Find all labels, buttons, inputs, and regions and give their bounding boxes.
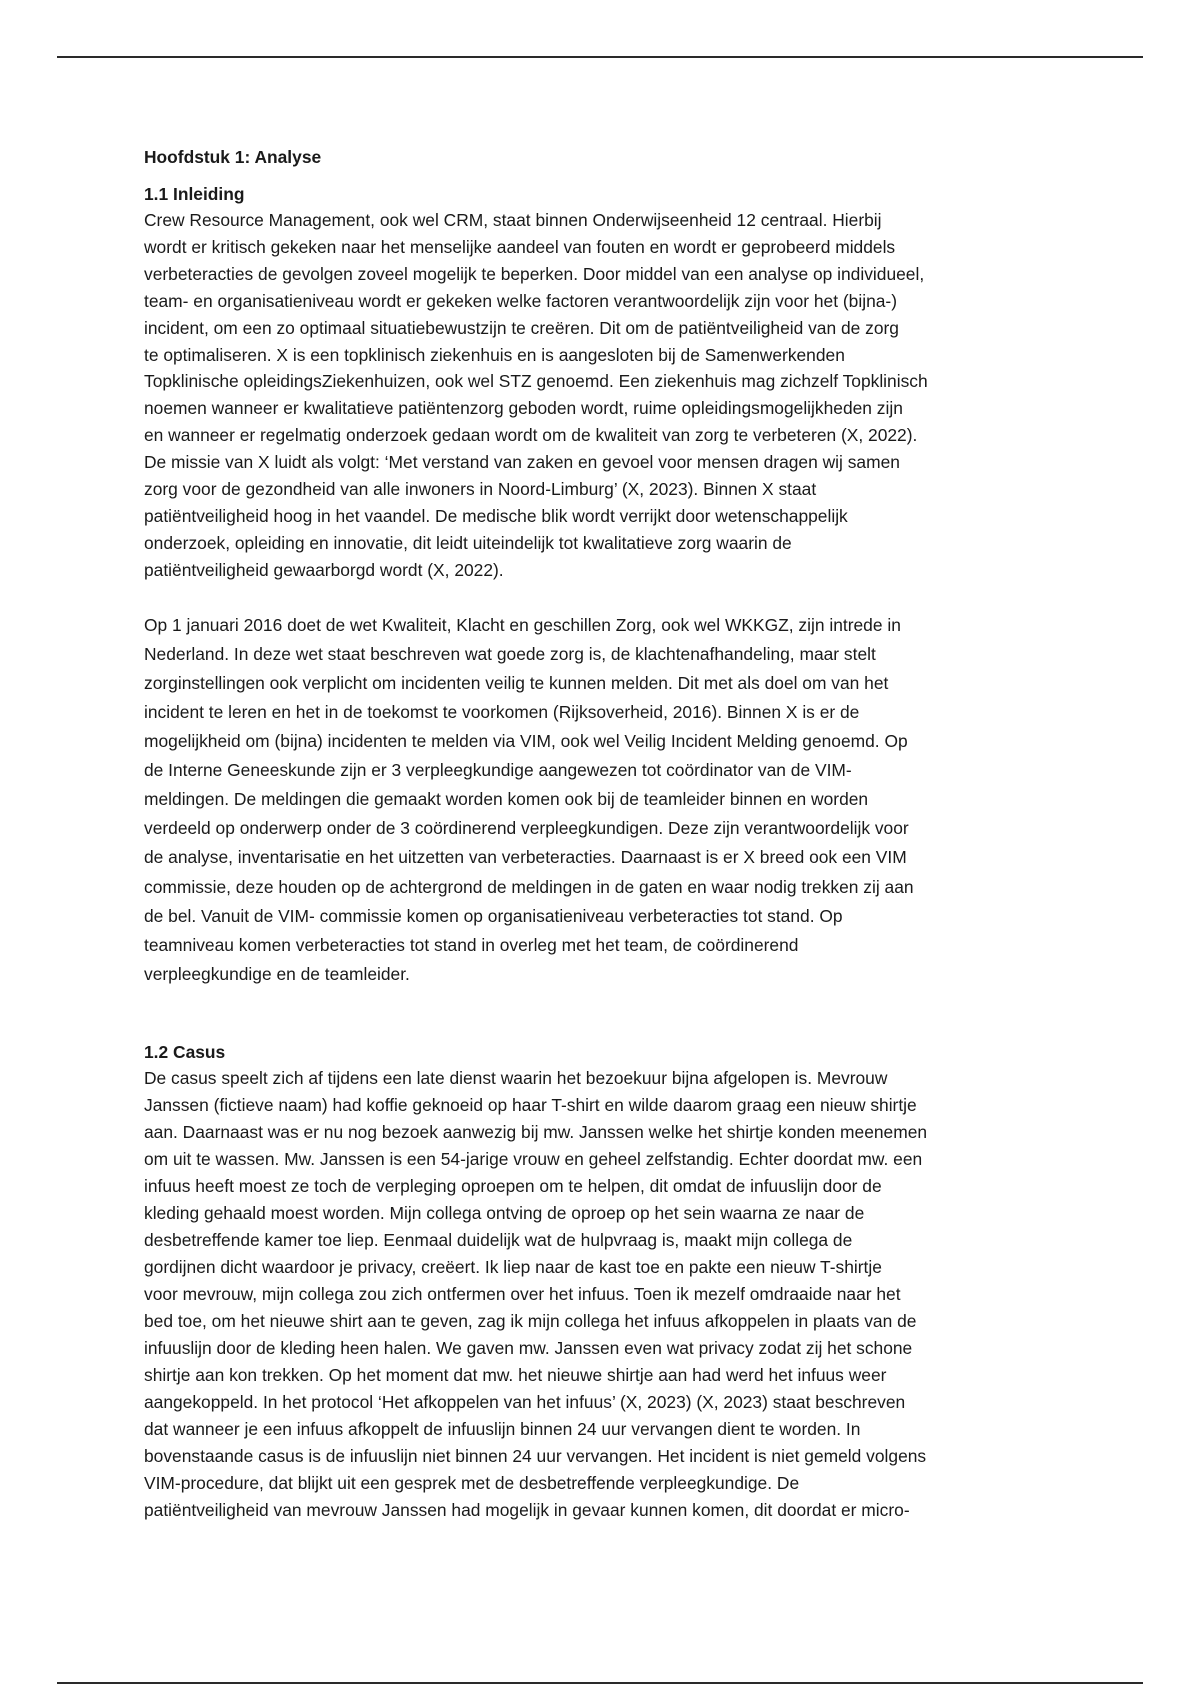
- section-heading: 1.2 Casus: [144, 1041, 226, 1062]
- footer-rule: [57, 1682, 1143, 1684]
- paragraph: Crew Resource Management, ook wel CRM, staat binnen Onderwijseenheid 12 centraal. Hierbij wordt er kritisch gekeken naar het menselijke aandeel van fouten en wordt er geprobeerd middels verbeteracties de gevolgen zoveel mogelijk te beperken. Door middel van een analyse op individueel, team- en organisatieniveau wordt er gekeken welke factoren verantwoordelijk zijn voor het (bijna-) incident, om een zo optimaal situatiebewustzijn te creëren. Dit om de patiëntveiligheid van de zorg te optimaliseren. X is een topklinisch ziekenhuis en is aangesloten bij de Samenwerkenden Topklinische opleidingsZiekenhuizen, ook wel STZ genoemd. Een ziekenhuis mag zichzelf Topklinisch noemen wanneer er kwalitatieve patiëntenzorg geboden wordt, ruime opleidingsmogelijkheden zijn en wanneer er regelmatig onderzoek gedaan wordt om de kwaliteit van zorg te verbeteren (X, 2022). De missie van X luidt als volgt: ‘Met verstand van zaken en gevoel voor mensen dragen wij samen zorg voor de gezondheid van alle inwoners in Noord-Limburg’ (X, 2023). Binnen X staat patiëntveiligheid hoog in het vaandel. De medische blik wordt verrijkt door wetenschappelijk onderzoek, opleiding en innovatie, dit leidt uiteindelijk tot kwalitatieve zorg waarin de patiëntveiligheid gewaarborgd wordt (X, 2022).: [144, 210, 928, 580]
- section-inleiding: [144, 181, 1064, 989]
- section-heading: 1.1 Inleiding: [144, 184, 245, 204]
- section-casus: [144, 1039, 1064, 1524]
- paragraph: Op 1 januari 2016 doet de wet Kwaliteit, Klacht en geschillen Zorg, ook wel WKKGZ, zijn intrede in Nederland. In deze wet staat beschreven wat goede zorg is, de klachtenafhandeling, maar stelt zorginstellingen ook verplicht om incidenten veilig te kunnen melden. Dit met als doel om van het incident te leren en het in de toekomst te voorkomen (Rijksoverheid, 2016). Binnen X is er de mogelijkheid om (bijna) incidenten te melden via VIM, ook wel Veilig Incident Melding genoemd. Op de Interne Geneeskunde zijn er 3 verpleegkundige aangewezen tot coördinator van de VIM- meldingen. De meldingen die gemaakt worden komen ook bij de teamleider binnen en worden verdeeld op onderwerp onder de 3 coördinerend verpleegkundigen. Deze zijn verantwoordelijk voor de analyse, inventarisatie en het uitzetten van verbeteracties. Daarnaast is er X breed ook een VIM commissie, deze houden op de achtergrond de meldingen in de gaten en waar nodig trekken zij aan de bel. Vanuit de VIM- commissie komen op organisatieniveau verbeteracties tot stand. Op teamniveau komen verbeteracties tot stand in overleg met het team, de coördinerend verpleegkundige en de teamleider.: [144, 614, 914, 984]
- chapter-title: Hoofdstuk 1: Analyse: [144, 147, 322, 167]
- document-body: [144, 144, 1064, 1524]
- paragraph: De casus speelt zich af tijdens een late dienst waarin het bezoekuur bijna afgelopen is. Mevrouw Janssen (fictieve naam) had koffie geknoeid op haar T-shirt en wilde daarom graag een nieuw shirtje aan. Daarnaast was er nu nog bezoek aanwezig bij mw. Janssen welke het shirtje konden meenemen om uit te wassen. Mw. Janssen is een 54-jarige vrouw en geheel zelfstandig. Echter doordat mw. een infuus heeft moest ze toch de verpleging oproepen om te helpen, dit omdat de infuuslijn door de kleding gehaald moest worden. Mijn collega ontving de oproep op het sein waarna ze naar de desbetreffende kamer toe liep. Eenmaal duidelijk wat de hulpvraag is, maakt mijn collega de gordijnen dicht waardoor je privacy, creëert. Ik liep naar de kast toe en pakte een nieuw T-shirtje voor mevrouw, mijn collega zou zich ontfermen over het infuus. Toen ik mezelf omdraaide naar het bed toe, om het nieuwe shirt aan te geven, zag ik mijn collega het infuus afkoppelen in plaats van de infuuslijn door de kleding heen halen. We gaven mw. Janssen even wat privacy zodat zij het schone shirtje aan kon trekken. Op het moment dat mw. het nieuwe shirtje aan had werd het infuus weer aangekoppeld. In het protocol ‘Het afkoppelen van het infuus’ (X, 2023) (X, 2023) staat beschreven dat wanneer je een infuus afkoppelt de infuuslijn binnen 24 uur vervangen dient te worden. In bovenstaande casus is de infuuslijn niet binnen 24 uur vervangen. Het incident is niet gemeld volgens VIM-procedure, dat blijkt uit een gesprek met de desbetreffende verpleegkundige. De patiëntveiligheid van mevrouw Janssen had mogelijk in gevaar kunnen komen, dit doordat er micro-: [144, 1067, 928, 1520]
- header-rule: [57, 56, 1143, 58]
